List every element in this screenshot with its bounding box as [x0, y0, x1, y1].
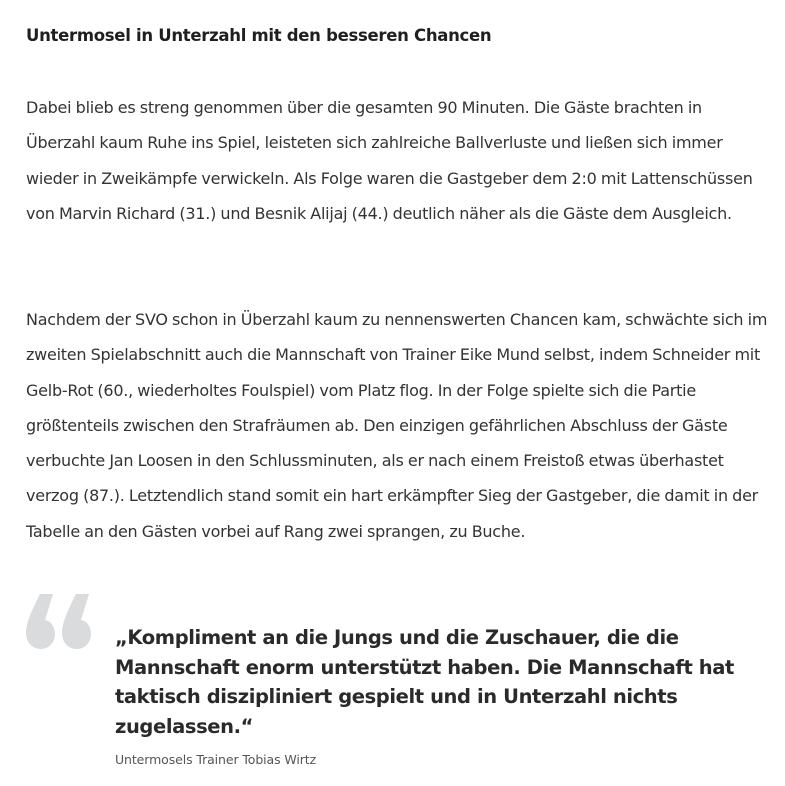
- quote-author: Untermosels Trainer Tobias Wirtz: [115, 752, 317, 767]
- pull-quote: [26, 594, 766, 774]
- article-paragraph: Dabei blieb es streng genommen über die gesamten 90 Minuten. Die Gäste brachten in Überzahl kaum Ruhe ins Spiel, leisteten sich zahlreiche Ballverluste und ließen sich immer wieder in Zweikämpfe verwickeln. Als Folge waren die Gastgeber dem 2:0 mit Lattenschüssen von Marvin Richard (31.) und Besnik Alijaj (44.) deutlich näher als die Gäste dem Ausgleich.: [26, 98, 753, 223]
- section-subheading: Untermosel in Unterzahl mit den besseren Chancen: [26, 26, 492, 45]
- quote-icon: [26, 594, 92, 650]
- quote-text: „Kompliment an die Jungs und die Zuschauer, die die Mannschaft enorm unterstützt haben. Die Mannschaft hat taktisch diszipliniert gespielt und in Unterzahl nichts zugelassen.“: [115, 626, 734, 738]
- article-paragraph: Nachdem der SVO schon in Überzahl kaum zu nennenswerten Chancen kam, schwächte sich im zweiten Spielabschnitt auch die Mannschaft von Trainer Eike Mund selbst, indem Schneider mit Gelb-Rot (60., wiederholtes Foulspiel) vom Platz flog. In der Folge spielte sich die Partie größtenteils zwischen den Strafräumen ab. Den einzigen gefährlichen Abschluss der Gäste verbuchte Jan Loosen in den Schlussminuten, als er nach einem Freistoß etwas überhastet verzog (87.). Letztendlich stand somit ein hart erkämpfter Sieg der Gastgeber, die damit in der Tabelle an den Gästen vorbei auf Rang zwei sprangen, zu Buche.: [26, 310, 768, 541]
